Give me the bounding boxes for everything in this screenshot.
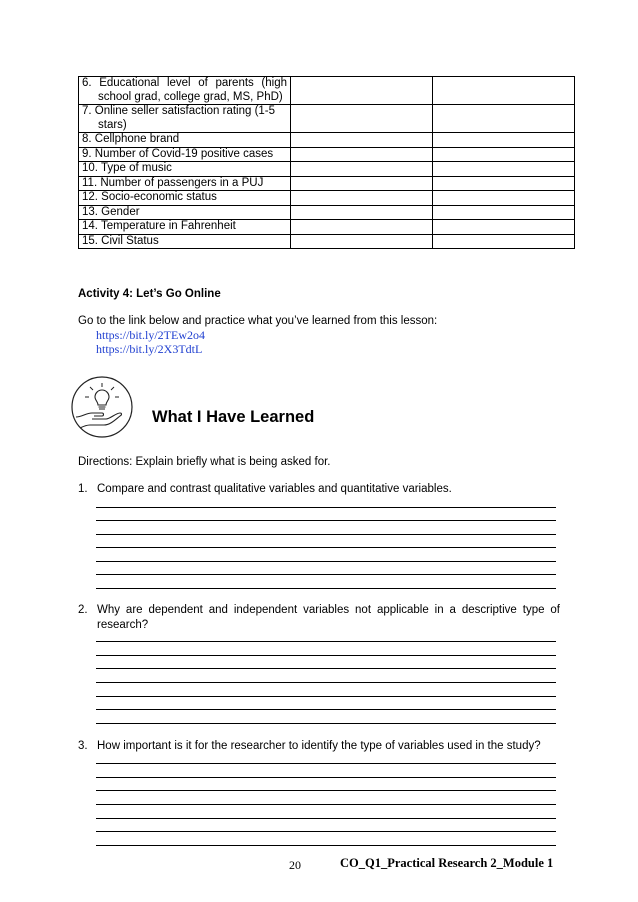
table-cell-variable: 14. Temperature in Fahrenheit: [79, 220, 291, 235]
activity-link-1[interactable]: https://bit.ly/2TEw2o4: [96, 328, 206, 342]
table-cell-blank: [433, 77, 575, 105]
variables-table: [78, 76, 575, 249]
table-cell-blank: [291, 133, 433, 148]
table-cell-blank: [291, 176, 433, 191]
activity-instruction: Go to the link below and practice what you’ve learned from this lesson:: [78, 315, 438, 327]
activity-title: Activity 4: Let’s Go Online: [78, 288, 221, 300]
table-cell-blank: [291, 191, 433, 206]
table-row: [79, 133, 575, 148]
table-cell-blank: [433, 133, 575, 148]
table-cell-blank: [433, 205, 575, 220]
table-row: [79, 220, 575, 235]
activity-link-2[interactable]: https://bit.ly/2X3TdtL: [96, 342, 203, 356]
answer-line: [96, 668, 556, 669]
table-cell-variable: 12. Socio-economic status: [79, 191, 291, 206]
answer-line: [96, 534, 556, 535]
table-cell-blank: [433, 220, 575, 235]
table-row: [79, 234, 575, 249]
table-cell-variable: 11. Number of passengers in a PUJ: [79, 176, 291, 191]
page-number: 20: [289, 858, 301, 872]
table-cell-variable: 6. Educational level of parents (high school grad, college grad, MS, PhD): [79, 77, 291, 105]
table-cell-blank: [291, 105, 433, 133]
table-row: [79, 162, 575, 177]
table-cell-blank: [291, 234, 433, 249]
table-row: [79, 205, 575, 220]
table-cell-variable: 10. Type of music: [79, 162, 291, 177]
question-number: 2.: [78, 604, 88, 616]
table-cell-blank: [433, 191, 575, 206]
answer-line: [96, 574, 556, 575]
table-cell-variable: 7. Online seller satisfaction rating (1-5 stars): [79, 105, 291, 133]
question-2: [78, 603, 560, 633]
answer-line: [96, 845, 556, 846]
table-row: [79, 191, 575, 206]
question-text: Why are dependent and independent variables not applicable in a descriptive type of research?: [97, 604, 560, 631]
table-row: [79, 77, 575, 105]
question-number: 3.: [78, 740, 88, 752]
table-cell-variable: 15. Civil Status: [79, 234, 291, 249]
table-cell-blank: [291, 77, 433, 105]
table-cell-blank: [291, 147, 433, 162]
question-number: 1.: [78, 483, 88, 495]
answer-line: [96, 790, 556, 791]
table-row: [79, 176, 575, 191]
question-3: [78, 739, 560, 755]
answer-line: [96, 777, 556, 778]
table-cell-variable: 13. Gender: [79, 205, 291, 220]
answer-line: [96, 520, 556, 521]
answer-line: [96, 709, 556, 710]
question-text: How important is it for the researcher to identify the type of variables used in the study?: [97, 740, 541, 752]
answer-line: [96, 763, 556, 764]
answer-lines-1[interactable]: [96, 507, 556, 589]
answer-line: [96, 507, 556, 508]
answer-line: [96, 723, 556, 724]
answer-line: [96, 804, 556, 805]
question-1: [78, 482, 560, 498]
table-cell-blank: [433, 147, 575, 162]
answer-line: [96, 655, 556, 656]
table-cell-blank: [433, 162, 575, 177]
answer-lines-3[interactable]: [96, 763, 556, 846]
table-cell-blank: [433, 105, 575, 133]
answer-line: [96, 561, 556, 562]
table-row: [79, 147, 575, 162]
question-text: Compare and contrast qualitative variables and quantitative variables.: [97, 483, 452, 495]
table-cell-blank: [291, 220, 433, 235]
answer-line: [96, 682, 556, 683]
table-cell-blank: [433, 234, 575, 249]
answer-line: [96, 641, 556, 642]
lightbulb-hand-icon: [70, 375, 134, 439]
answer-line: [96, 818, 556, 819]
directions-text: Directions: Explain briefly what is being asked for.: [78, 456, 331, 468]
table-row: [79, 105, 575, 133]
table-cell-blank: [291, 205, 433, 220]
table-cell-variable: 8. Cellphone brand: [79, 133, 291, 148]
answer-line: [96, 547, 556, 548]
answer-line: [96, 588, 556, 589]
table-cell-blank: [433, 176, 575, 191]
answer-line: [96, 831, 556, 832]
section-title: What I Have Learned: [152, 408, 315, 426]
answer-line: [96, 696, 556, 697]
module-code: CO_Q1_Practical Research 2_Module 1: [340, 856, 554, 870]
table-cell-blank: [291, 162, 433, 177]
table-cell-variable: 9. Number of Covid-19 positive cases: [79, 147, 291, 162]
answer-lines-2[interactable]: [96, 641, 556, 724]
